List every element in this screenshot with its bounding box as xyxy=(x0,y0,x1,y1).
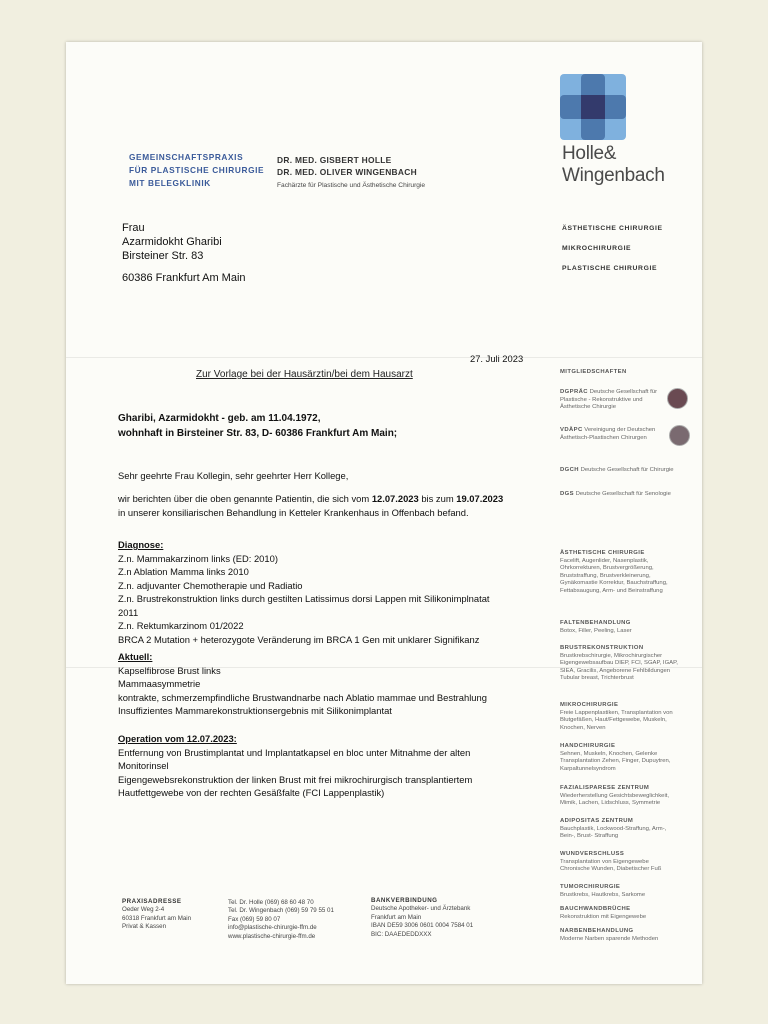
membership-item: DGPRÄC Deutsche Gesellschaft für Plastische - Rekonstruktive und Ästhetische Chirurgie xyxy=(560,389,658,411)
letter-date: 27. Juli 2023 xyxy=(470,353,524,364)
letter-subject: Zur Vorlage bei der Hausärztin/bei dem Hausarzt xyxy=(196,369,413,380)
aktuell-item: kontrakte, schmerzempfindliche Brustwandnarbe nach Ablatio mammae und Bestrahlung xyxy=(118,691,487,703)
operation-item: Entfernung von Brustimplantat und Implantatkapsel en bloc unter Mitnahme der alten xyxy=(118,746,471,758)
operation-item: Eigengewebsrekonstruktion der linken Brust mit frei mikrochirurgisch transplantiertem xyxy=(118,773,473,785)
diagnose-item: Z.n. Brustrekonstruktion links durch gestilten Latissimus dorsi Lappen mit Silikonimplnatat xyxy=(118,593,490,604)
sidebar-section: WUNDVERSCHLUSS Transplantation von Eigengewebe Chronische Wunden, Diabetischer Fuß xyxy=(560,851,662,873)
brand-name: Holle& Wingenbach xyxy=(562,143,665,186)
aktuell-section: Aktuell: Kapselfibrose Brust links Mammaasymmetrie kontrakte, schmerzempfindliche Brustwandnarbe nach Ablatio mammae und Bestrahlung Insuffizientes Mammarekonstruktionsergebnis mit Silikonimplantat xyxy=(118,650,538,718)
operation-item: Hautfettgewebe von der rechten Gesäßfalte (FCI Lappenplastik) xyxy=(118,787,385,798)
memberships-heading: MITGLIEDSCHAFTEN xyxy=(560,369,627,375)
sidebar xyxy=(560,369,690,949)
diagnose-section: Diagnose: Z.n. Mammakarzinom links (ED: 2010) Z.n Ablation Mamma links 2010 Z.n. adjuvanter Chemotherapie und Radiatio Z.n. Brustrekonstruktion links durch gestilten Latissimus dorsi Lappen mit Silikonimplnatat 2011 Z.n. Rektumkarzinom 01/2022 BRCA 2 Mutation + heterozygote Veränderung im BRCA 1 Gen mit unklarer Signifikanz xyxy=(118,538,538,646)
practice-logo xyxy=(560,74,626,140)
sidebar-section: NARBENBEHANDLUNG Moderne Narben sparende Methoden xyxy=(560,928,659,942)
sidebar-section: BAUCHWANDBRÜCHE Rekonstruktion mit Eigengewebe xyxy=(560,906,647,920)
diagnose-item: Z.n. Rektumkarzinom 01/2022 xyxy=(118,620,244,631)
specialties-list: ÄSTHETISCHE CHIRURGIE MIKROCHIRURGIE PLASTISCHE CHIRURGIE xyxy=(562,225,663,272)
footer-contact: Tel. Dr. Holle (069) 68 60 48 70 Tel. Dr. Wingenbach (069) 59 79 55 01 Fax (069) 59 80 07 info@plastische-chirurgie-ffm.de www.plastische-chirurgie-ffm.de xyxy=(228,899,334,940)
vdaepc-logo-icon xyxy=(669,425,690,446)
sidebar-section: ÄSTHETISCHE CHIRURGIE Facelift, Augenlider, Nasenplastik, Ohrkorrekturen, Brustvergrößerung, Bruststraffung, Brustverkleinerung, Gynäkomastie Korrektur, Bauchstraffung, Fettabsaugung, Arm- und Beinstraffung xyxy=(560,550,668,594)
aktuell-item: Mammaasymmetrie xyxy=(118,678,201,689)
aktuell-item: Insuffizientes Mammarekonstruktionsergebnis mit Silikonimplantat xyxy=(118,705,392,716)
patient-info: Gharibi, Azarmidokht - geb. am 11.04.1972, wohnhaft in Birsteiner Str. 83, D- 60386 Frankfurt Am Main; xyxy=(118,413,398,439)
membership-item: DGCH Deutsche Gesellschaft für Chirurgie xyxy=(560,467,674,473)
diagnose-item: Z.n Ablation Mamma links 2010 xyxy=(118,566,249,577)
diagnose-item: 2011 xyxy=(118,606,139,618)
sidebar-section: MIKROCHIRURGIE Freie Lappenplastiken, Transplantation von Blutgefäßen, Haut/Fettgewebe, Muskeln, Knochen, Nerven xyxy=(560,702,673,731)
diagnose-item: Z.n. adjuvanter Chemotherapie und Radiatio xyxy=(118,579,303,591)
sidebar-section: BRUSTREKONSTRUKTION Brustkrebschirurgie, Mikrochirurgischer Eigengewebsaufbau DIEP, FCI, SGAP, IGAP, SIEA, Gracilis, Angeborene Fehlbildungen Tubular breast, Trichterbrust xyxy=(560,645,678,682)
operation-item: Monitorinsel xyxy=(118,760,169,771)
footer-practice-address: PRAXISADRESSE Oeder Weg 2-4 60318 Frankfurt am Main Privat & Kassen xyxy=(122,898,192,931)
fold-line xyxy=(66,357,702,358)
operation-section: Operation vom 12.07.2023: Entfernung von Brustimplantat und Implantatkapsel en bloc unter Mitnahme der alten Monitorinsel Eigengewebsrekonstruktion der linken Brust mit frei mikrochirurgisch transplantiertem Hautfettgewebe von der rechten Gesäßfalte (FCI Lappenplastik) xyxy=(118,732,522,800)
practice-name: GEMEINSCHAFTSPRAXIS FÜR PLASTISCHE CHIRURGIE MIT BELEGKLINIK xyxy=(129,152,265,188)
diagnose-item: BRCA 2 Mutation + heterozygote Veränderung im BRCA 1 Gen mit unklarer Signifikanz xyxy=(118,633,480,645)
sidebar-section: ADIPOSITAS ZENTRUM Bauchplastik, Lockwood-Straffung, Arm-, Bein-, Brust- Straffung xyxy=(560,818,667,840)
aktuell-item: Kapselfibrose Brust links xyxy=(118,664,221,676)
diagnose-item: Z.n. Mammakarzinom links (ED: 2010) xyxy=(118,552,278,564)
sidebar-section: TUMORCHIRURGIE Brustkrebs, Hautkrebs, Sarkome xyxy=(560,884,646,898)
membership-item: VDÄPC Vereinigung der Deutschen Ästhetisch-Plastischen Chirurgen xyxy=(560,427,656,441)
membership-item: DGS Deutsche Gesellschaft für Senologie xyxy=(560,491,671,497)
doctor-names: DR. MED. GISBERT HOLLE DR. MED. OLIVER WINGENBACH Fachärzte für Plastische und Ästhetische Chirurgie xyxy=(277,155,426,189)
sidebar-section: HANDCHIRURGIE Sehnen, Muskeln, Knochen, Gelenke Transplantation Zehen, Finger, Dupuytren, Karpaltunnelsyndrom xyxy=(560,743,671,772)
greeting: Sehr geehrte Frau Kollegin, sehr geehrter Herr Kollege, xyxy=(118,470,349,481)
intro-paragraph: wir berichten über die oben genannte Patientin, die sich vom 12.07.2023 bis zum 19.07.2023 in unserer konsiliarischen Behandlung in Ketteler Krankenhaus in Offenbach befand. xyxy=(118,493,504,518)
sidebar-section: FALTENBEHANDLUNG Botox, Filler, Peeling, Laser xyxy=(560,620,632,634)
recipient-address: Frau Azarmidokht Gharibi Birsteiner Str. 83 60386 Frankfurt Am Main xyxy=(122,222,246,284)
dgpraec-logo-icon xyxy=(667,388,688,409)
letter-page xyxy=(66,42,702,984)
footer-bank: BANKVERBINDUNG Deutsche Apotheker- und Ärztebank Frankfurt am Main IBAN DE59 3006 0601 0004 7584 01 BIC: DAAEDEDDXXX xyxy=(371,897,474,938)
sidebar-section: FAZIALISPARESE ZENTRUM Wiederherstellung Gesichtsbeweglichkeit, Mimik, Lachen, Lidschluss, Symmetrie xyxy=(560,785,670,807)
